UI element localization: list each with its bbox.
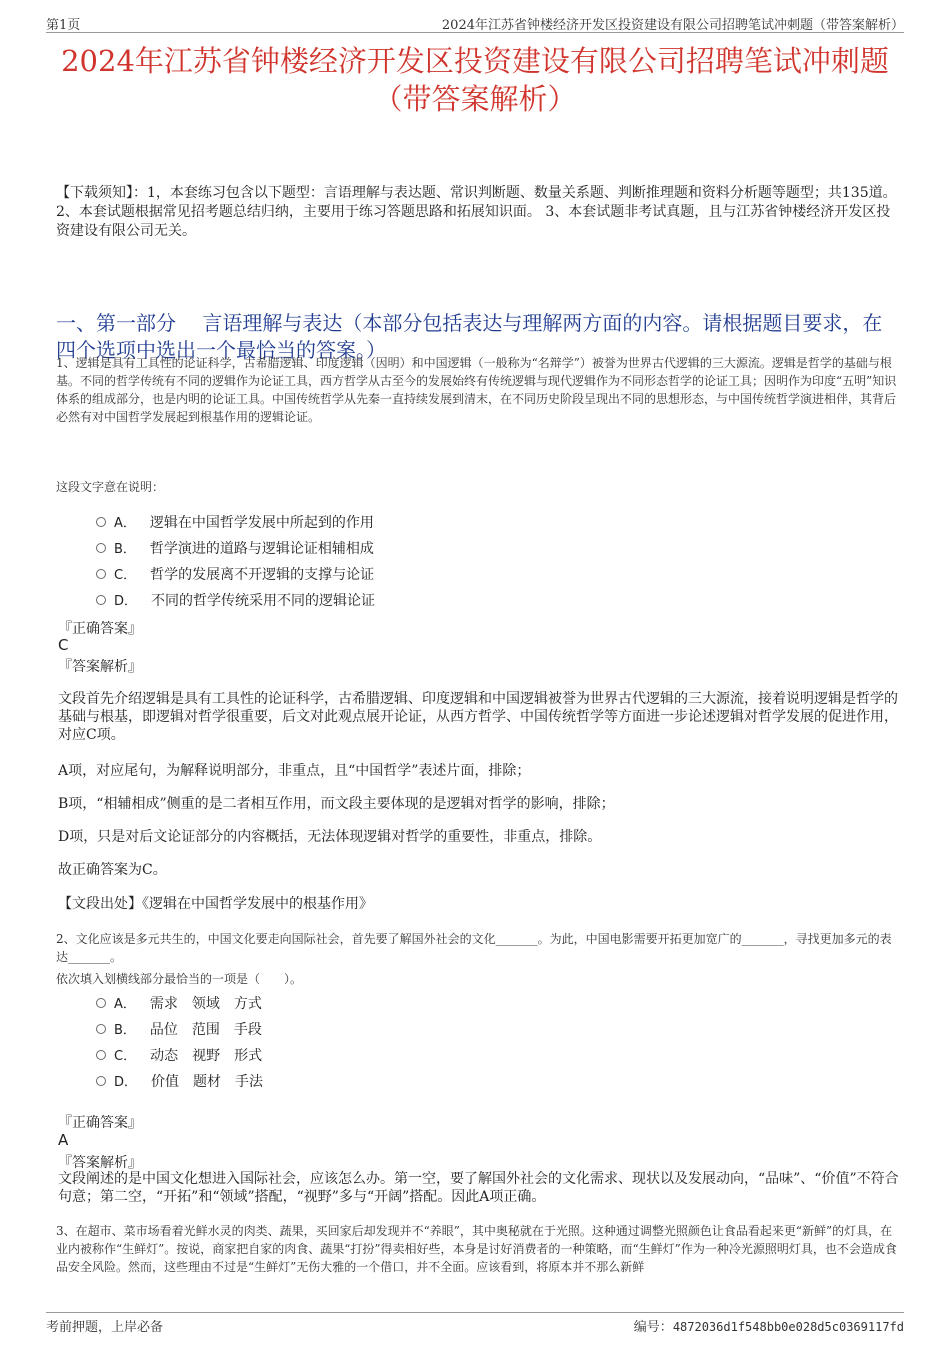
footer-code-label: 编号： [633, 1320, 673, 1335]
section-title: 一、第一部分 言语理解与表达（本部分包括表达与理解两方面的内容。请根据题目要求，在四个选项中选出一个最恰当的答案。） [56, 311, 883, 362]
radio-icon[interactable] [96, 569, 106, 579]
footer-code-wrap [634, 1316, 904, 1335]
question-1-option-c[interactable]: C． 哲学的发展离不开逻辑的支撑与论证 [96, 564, 374, 584]
document-title: 2024年江苏省钟楼经济开发区投资建设有限公司招聘笔试冲刺题（带答案解析） [61, 44, 889, 116]
question-1-prompt: 这段文字意在说明： [56, 480, 165, 494]
question-3-text: 3、在超市、菜市场看着光鲜水灵的肉类、蔬果，买回家后却发现并不“养眼”，其中奥秘就在于光照。这种通过调整光照颜色让食品看起来更“新鲜”的灯具，在业内被称作“生鲜灯”。按说，商家把自家的肉食、蔬果“打扮”得卖相好些，本身是讨好消费者的一种策略，而“生鲜灯”作为一种冷光源照明灯具，也不会造成食品安全风险。然而，这些理由不过是“生鲜灯”无伤大雅的一个借口，并不全面。应该看到，将原本并不那么新鲜 [56, 1224, 897, 1274]
analysis-paragraph: 文段阐述的是中国文化想进入国际社会，应该怎么办。第一空，要了解国外社会的文化需求、现状以及发展动向，“品味”、“价值”不符合句意；第二空，“开拓”和“领域”搭配，“视野”多与“开阔”搭配。因此A项正确。 [58, 1171, 899, 1205]
question-2-option-c[interactable]: C． 动态 视野 形式 [96, 1045, 262, 1065]
analysis-paragraph: 故正确答案为C。 [58, 862, 167, 878]
radio-icon[interactable] [96, 998, 106, 1008]
radio-icon[interactable] [96, 517, 106, 527]
radio-icon[interactable] [96, 1050, 106, 1060]
radio-icon[interactable] [96, 543, 106, 553]
analysis-paragraph: A项，对应尾句，为解释说明部分，非重点，且“中国哲学”表述片面，排除； [58, 763, 531, 779]
source-citation: 【文段出处】《逻辑在中国哲学发展中的根基作用》 [58, 896, 373, 912]
analysis-label: 『答案解析』 [58, 1155, 142, 1171]
page-footer [46, 1312, 904, 1333]
download-notice: 【下载须知】：1，本套练习包含以下题型：言语理解与表达题、常识判断题、数量关系题、判断推理题和资料分析题等题型；共135道。 2、本套试题根据常见招考题总结归纳，主要用于练习答题思路和拓展知识面。 3、本套试题非考试真题，且与江苏省钟楼经济开发区投资建设有限公司无关。 [56, 185, 897, 239]
analysis-paragraph: D项，只是对后文论证部分的内容概括，无法体现逻辑对哲学的重要性，非重点，排除。 [58, 829, 602, 845]
analysis-label: 『答案解析』 [58, 659, 142, 675]
analysis-paragraph: B项，“相辅相成”侧重的是二者相互作用，而文段主要体现的是逻辑对哲学的影响，排除； [58, 796, 615, 812]
correct-answer: C [58, 636, 69, 654]
header-title: 2024年江苏省钟楼经济开发区投资建设有限公司招聘笔试冲刺题（带答案解析） [441, 18, 904, 33]
question-2-prompt: 依次填入划横线部分最恰当的一项是（ ）。 [56, 972, 303, 986]
question-1-option-a[interactable]: A． 逻辑在中国哲学发展中所起到的作用 [96, 512, 374, 532]
question-1-text: 1、逻辑是具有工具性的论证科学，古希腊逻辑、印度逻辑（因明）和中国逻辑（一般称为“名辩学”）被誉为世界古代逻辑的三大源流。逻辑是哲学的基础与根基。不同的哲学传统有不同的逻辑作为论证工具，西方哲学从古至今的发展始终有传统逻辑与现代逻辑作为不同形态哲学的论证工具；因明作为印度“五明”知识体系的组成部分，也是内明的论证工具。中国传统哲学从先秦一直持续发展到清末，在不同历史阶段呈现出不同的思想形态，与中国传统哲学演进相伴，其背后必然有对中国哲学发展起到根基作用的逻辑论证。 [56, 356, 897, 424]
question-2-option-b[interactable]: B． 品位 范围 手段 [96, 1019, 262, 1039]
analysis-paragraph: 文段首先介绍逻辑是具有工具性的论证科学，古希腊逻辑、印度逻辑和中国逻辑被誉为世界古代逻辑的三大源流，接着说明逻辑是哲学的基础与根基，即逻辑对哲学很重要，后文对此观点展开论证，从西方哲学、中国传统哲学等方面进一步论述逻辑对哲学发展的促进作用，对应C项。 [58, 691, 898, 743]
question-2-option-a[interactable]: A． 需求 领域 方式 [96, 993, 262, 1013]
question-2-option-d[interactable]: D． 价值 题材 手法 [96, 1071, 263, 1091]
radio-icon[interactable] [96, 1076, 106, 1086]
question-1-option-b[interactable]: B． 哲学演进的道路与逻辑论证相辅相成 [96, 538, 374, 558]
footer-code: 4872036d1f548bb0e028d5c0369117fd [672, 1320, 904, 1334]
correct-answer-label: 『正确答案』 [58, 621, 142, 637]
page-header [46, 12, 904, 33]
correct-answer: A [58, 1131, 69, 1149]
footer-slogan: 考前押题，上岸必备 [46, 1320, 164, 1335]
correct-answer-label: 『正确答案』 [58, 1115, 142, 1131]
radio-icon[interactable] [96, 595, 106, 605]
question-2-text: 2、文化应该是多元共生的，中国文化要走向国际社会，首先要了解国外社会的文化_______。为此，中国电影需要开拓更加宽广的_______，寻找更加多元的表达_______。 [56, 932, 892, 964]
radio-icon[interactable] [96, 1024, 106, 1034]
page-number: 第1页 [46, 18, 81, 33]
question-1-option-d[interactable]: D． 不同的哲学传统采用不同的逻辑论证 [96, 590, 375, 610]
